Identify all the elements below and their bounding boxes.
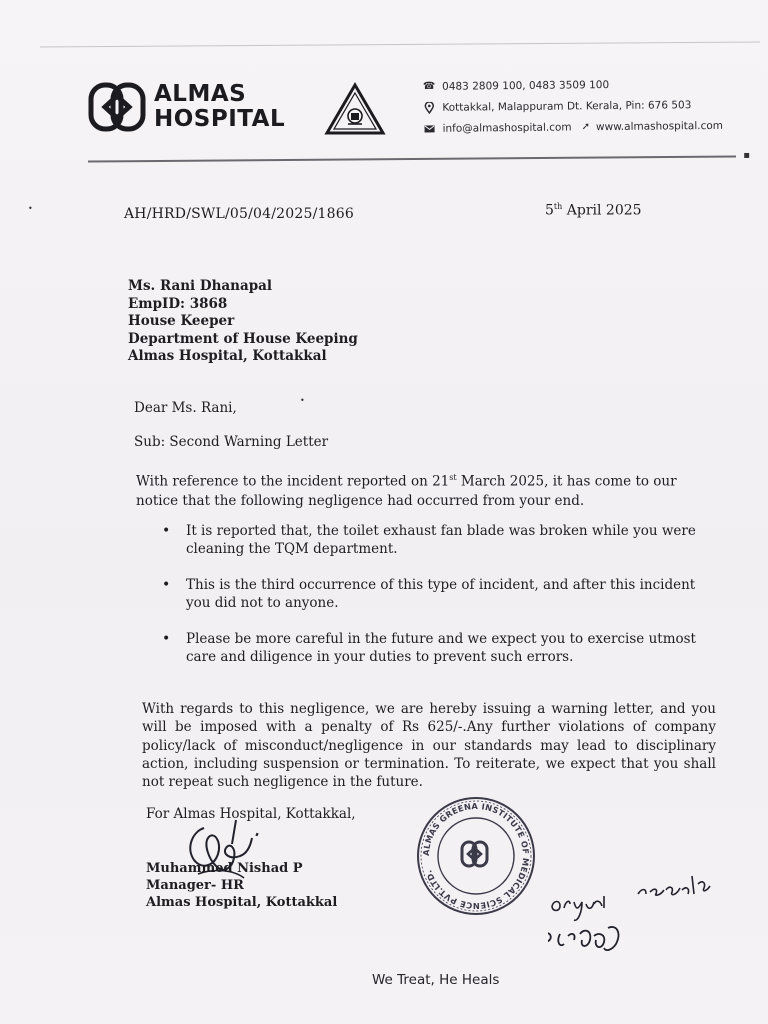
recipient-organization: Almas Hospital, Kottakkal xyxy=(128,348,327,364)
intro-text-end: March 2025, it has come to our notice that the following negligence had occurred from your end. xyxy=(136,473,677,509)
website-link[interactable]: www.almashospital.com xyxy=(595,119,724,133)
header-divider xyxy=(88,155,736,162)
incident-list xyxy=(160,522,716,684)
address-text: Kottakkal, Malappuram Dt. Kerala, Pin: 676 503 xyxy=(442,98,692,114)
list-item xyxy=(160,630,716,666)
stray-mark: ▪ xyxy=(743,150,750,161)
triangle-emblem-icon xyxy=(324,82,386,136)
hospital-logo-icon xyxy=(88,82,146,132)
intro-text-start: With reference to the incident reported on 21 xyxy=(136,473,450,490)
list-item-text: Please be more careful in the future and we expect you to exercise utmost care and diligence in your duties to prevent such errors. xyxy=(186,631,696,665)
signatory-name: Muhammed Nishad P xyxy=(146,861,303,876)
hospital-name xyxy=(154,82,285,132)
list-item-text: This is the third occurrence of this type of incident, and after this incident you did not to anyone. xyxy=(186,577,696,611)
hospital-name-line2: HOSPITAL xyxy=(154,106,286,132)
contact-block xyxy=(422,73,753,139)
salutation: Dear Ms. Rani, xyxy=(134,400,237,416)
signatory-block xyxy=(146,860,337,911)
list-item xyxy=(160,576,716,612)
web-line xyxy=(422,115,752,139)
intro-paragraph xyxy=(136,468,716,511)
page-edge-line xyxy=(40,41,760,47)
date-month-year: April 2025 xyxy=(562,202,642,219)
mail-icon xyxy=(423,124,437,132)
footer-tagline: We Treat, He Heals xyxy=(372,972,500,988)
stray-mark: • xyxy=(300,396,305,405)
recipient-role: House Keeper xyxy=(128,313,235,329)
seal-text: ALMAS GREENA INSTITUTE OF MEDICAL SCIENCE PVT.LTD. xyxy=(420,800,532,912)
sign-off-line: For Almas Hospital, Kottakkal, xyxy=(146,806,356,822)
closing-paragraph: With regards to this negligence, we are hereby issuing a warning letter, and you will be imposed with a penalty of Rs 625/-.Any further violations of company policy/lack of misconduct/negligence in our standards may lead to disciplinary action, including suspension or termination. To reiterate, we expect that you shall not repeat such negligence in the future. xyxy=(142,701,716,791)
intro-date-suffix: st xyxy=(449,473,457,482)
handwritten-note-icon xyxy=(548,866,748,966)
list-item xyxy=(160,522,716,558)
list-item-text: It is reported that, the toilet exhaust fan blade was broken while you were cleaning the TQM department. xyxy=(186,523,696,557)
date-day: 5 xyxy=(545,202,554,219)
letter-date xyxy=(545,202,642,219)
recipient-department: Department of House Keeping xyxy=(128,330,358,347)
signatory-organization: Almas Hospital, Kottakkal xyxy=(146,895,338,910)
bullet-icon: • xyxy=(162,523,171,539)
bullet-icon: • xyxy=(162,577,171,593)
phone-icon: ☎ xyxy=(422,80,436,92)
location-pin-icon xyxy=(422,101,436,113)
recipient-emp-id: EmpID: 3868 xyxy=(128,295,228,312)
cursor-icon: ➚ xyxy=(581,121,591,133)
email-link[interactable]: info@almashospital.com xyxy=(442,120,572,135)
reference-number: AH/HRD/SWL/05/04/2025/1866 xyxy=(124,206,354,222)
signatory-title: Manager- HR xyxy=(146,878,244,893)
date-suffix: th xyxy=(553,202,563,211)
bullet-icon: • xyxy=(162,631,171,647)
recipient-name: Ms. Rani Dhanapal xyxy=(128,278,273,294)
phone-numbers: 0483 2809 100, 0483 3509 100 xyxy=(442,78,610,93)
subject-line: Sub: Second Warning Letter xyxy=(134,434,329,450)
stray-mark: • xyxy=(28,204,33,213)
recipient-block xyxy=(128,278,358,366)
letterhead xyxy=(88,76,748,146)
hospital-name-line1: ALMAS xyxy=(154,81,247,107)
company-seal-icon xyxy=(414,794,538,918)
